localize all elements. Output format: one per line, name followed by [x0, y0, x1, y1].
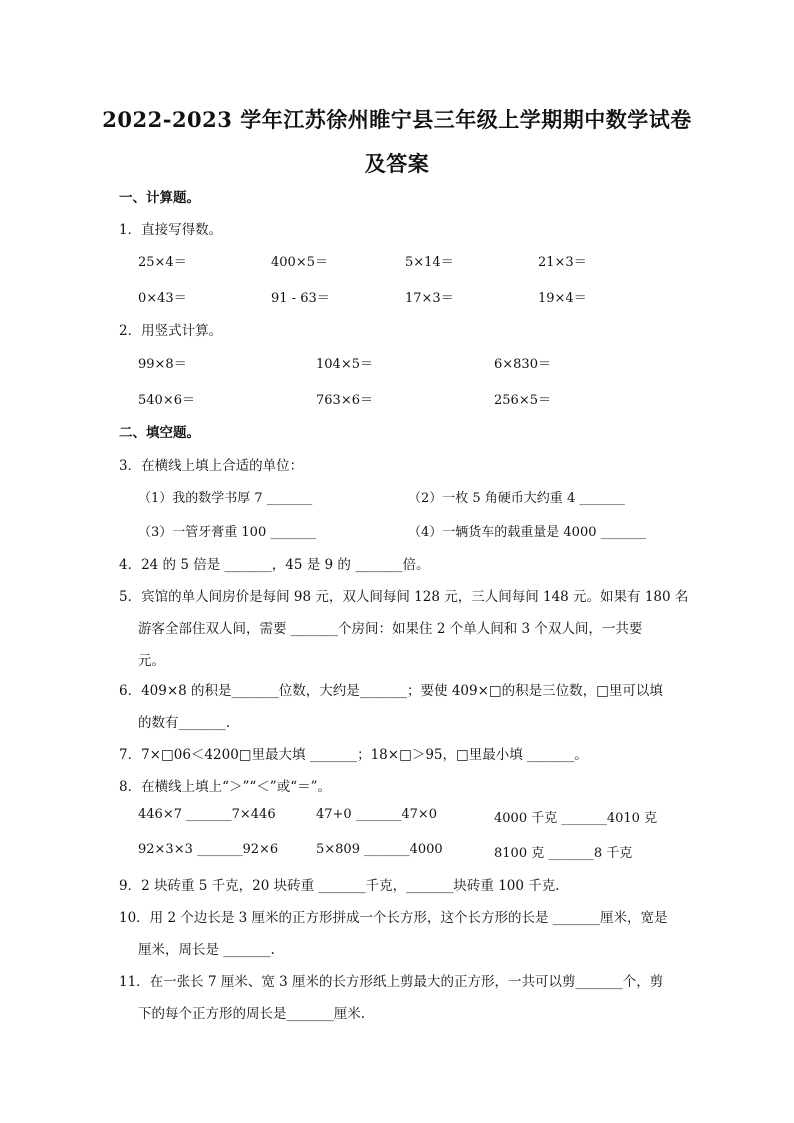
q1-prompt: 1．直接写得数。: [119, 222, 223, 238]
q10-line-1: 10．用 2 个边长是 3 厘米的正方形拼成一个长方形，这个长方形的长是 _______厘米，宽是: [119, 910, 668, 926]
q2-item: 763×6＝: [316, 393, 373, 408]
section-heading-fill-in: 二、填空题。: [119, 425, 200, 441]
q2-item: 540×6＝: [138, 393, 195, 408]
q3-prompt: 3．在横线上填上合适的单位：: [119, 458, 304, 474]
q11-line-1: 11．在一张长 7 厘米、宽 3 厘米的长方形纸上剪最大的正方形，一共可以剪_______个，剪: [119, 974, 664, 990]
q8-item: 92×3×3 _______92×6: [138, 842, 279, 857]
q7-text: 7．7×□06＜4200□里最大填 _______；18×□＞95，□里最小填 _______。: [119, 747, 588, 763]
q5-line-1: 5．宾馆的单人间房价是每间 98 元，双人间每间 128 元，三人间每间 148 元。如果有 180 名: [119, 589, 689, 605]
q4-text: 4．24 的 5 倍是 _______，45 是 9 的 _______倍。: [119, 557, 430, 573]
q5-line-3: 元。: [138, 653, 165, 669]
q1-item: 400×5＝: [271, 255, 328, 270]
q5-line-2: 游客全部住双人间，需要 _______个房间：如果住 2 个单人间和 3 个双人间，一共要: [138, 621, 643, 637]
q10-line-2: 厘米，周长是 _______.: [138, 942, 275, 958]
q3-item: （3）一管牙膏重 100 _______: [138, 525, 316, 540]
q11-line-2: 下的每个正方形的周长是_______厘米.: [138, 1006, 366, 1022]
q1-item: 25×4＝: [138, 255, 187, 270]
q2-item: 256×5＝: [494, 393, 551, 408]
q1-item: 17×3＝: [405, 291, 454, 306]
q2-prompt: 2．用竖式计算。: [119, 323, 223, 339]
q1-item: 5×14＝: [405, 255, 454, 270]
exam-title-line2: 及答案: [364, 151, 430, 176]
q8-item: 8100 克 _______8 千克: [494, 846, 633, 861]
q2-item: 6×830＝: [494, 357, 551, 372]
q6-line-1: 6．409×8 的积是_______位数，大约是_______；要使 409×□的积是三位数，□里可以填: [119, 683, 663, 699]
q9-text: 9．2 块砖重 5 千克，20 块砖重 _______千克，_______块砖重 100 千克.: [119, 878, 560, 894]
q8-prompt: 8．在横线上填上“＞”“＜”或“＝”。: [119, 779, 331, 795]
q8-item: 5×809 _______4000: [316, 842, 443, 857]
q3-item: （4）一辆货车的载重量是 4000 _______: [408, 525, 647, 540]
q8-item: 4000 千克 _______4010 克: [494, 811, 658, 826]
q8-item: 47+0 _______47×0: [316, 807, 438, 822]
q1-item: 91 - 63＝: [271, 291, 330, 306]
q1-item: 0×43＝: [138, 291, 187, 306]
section-heading-calculation: 一、计算题。: [119, 190, 200, 206]
q3-item: （1）我的数学书厚 7 _______: [138, 491, 313, 506]
q1-item: 19×4＝: [538, 291, 587, 306]
q1-item: 21×3＝: [538, 255, 587, 270]
q8-item: 446×7 _______7×446: [138, 807, 276, 822]
exam-title-line1: 2022-2023 学年江苏徐州睢宁县三年级上学期期中数学试卷: [102, 107, 692, 132]
q2-item: 104×5＝: [316, 357, 373, 372]
q6-line-2: 的数有_______.: [138, 715, 231, 731]
q2-item: 99×8＝: [138, 357, 187, 372]
q3-item: （2）一枚 5 角硬币大约重 4 _______: [408, 491, 625, 506]
